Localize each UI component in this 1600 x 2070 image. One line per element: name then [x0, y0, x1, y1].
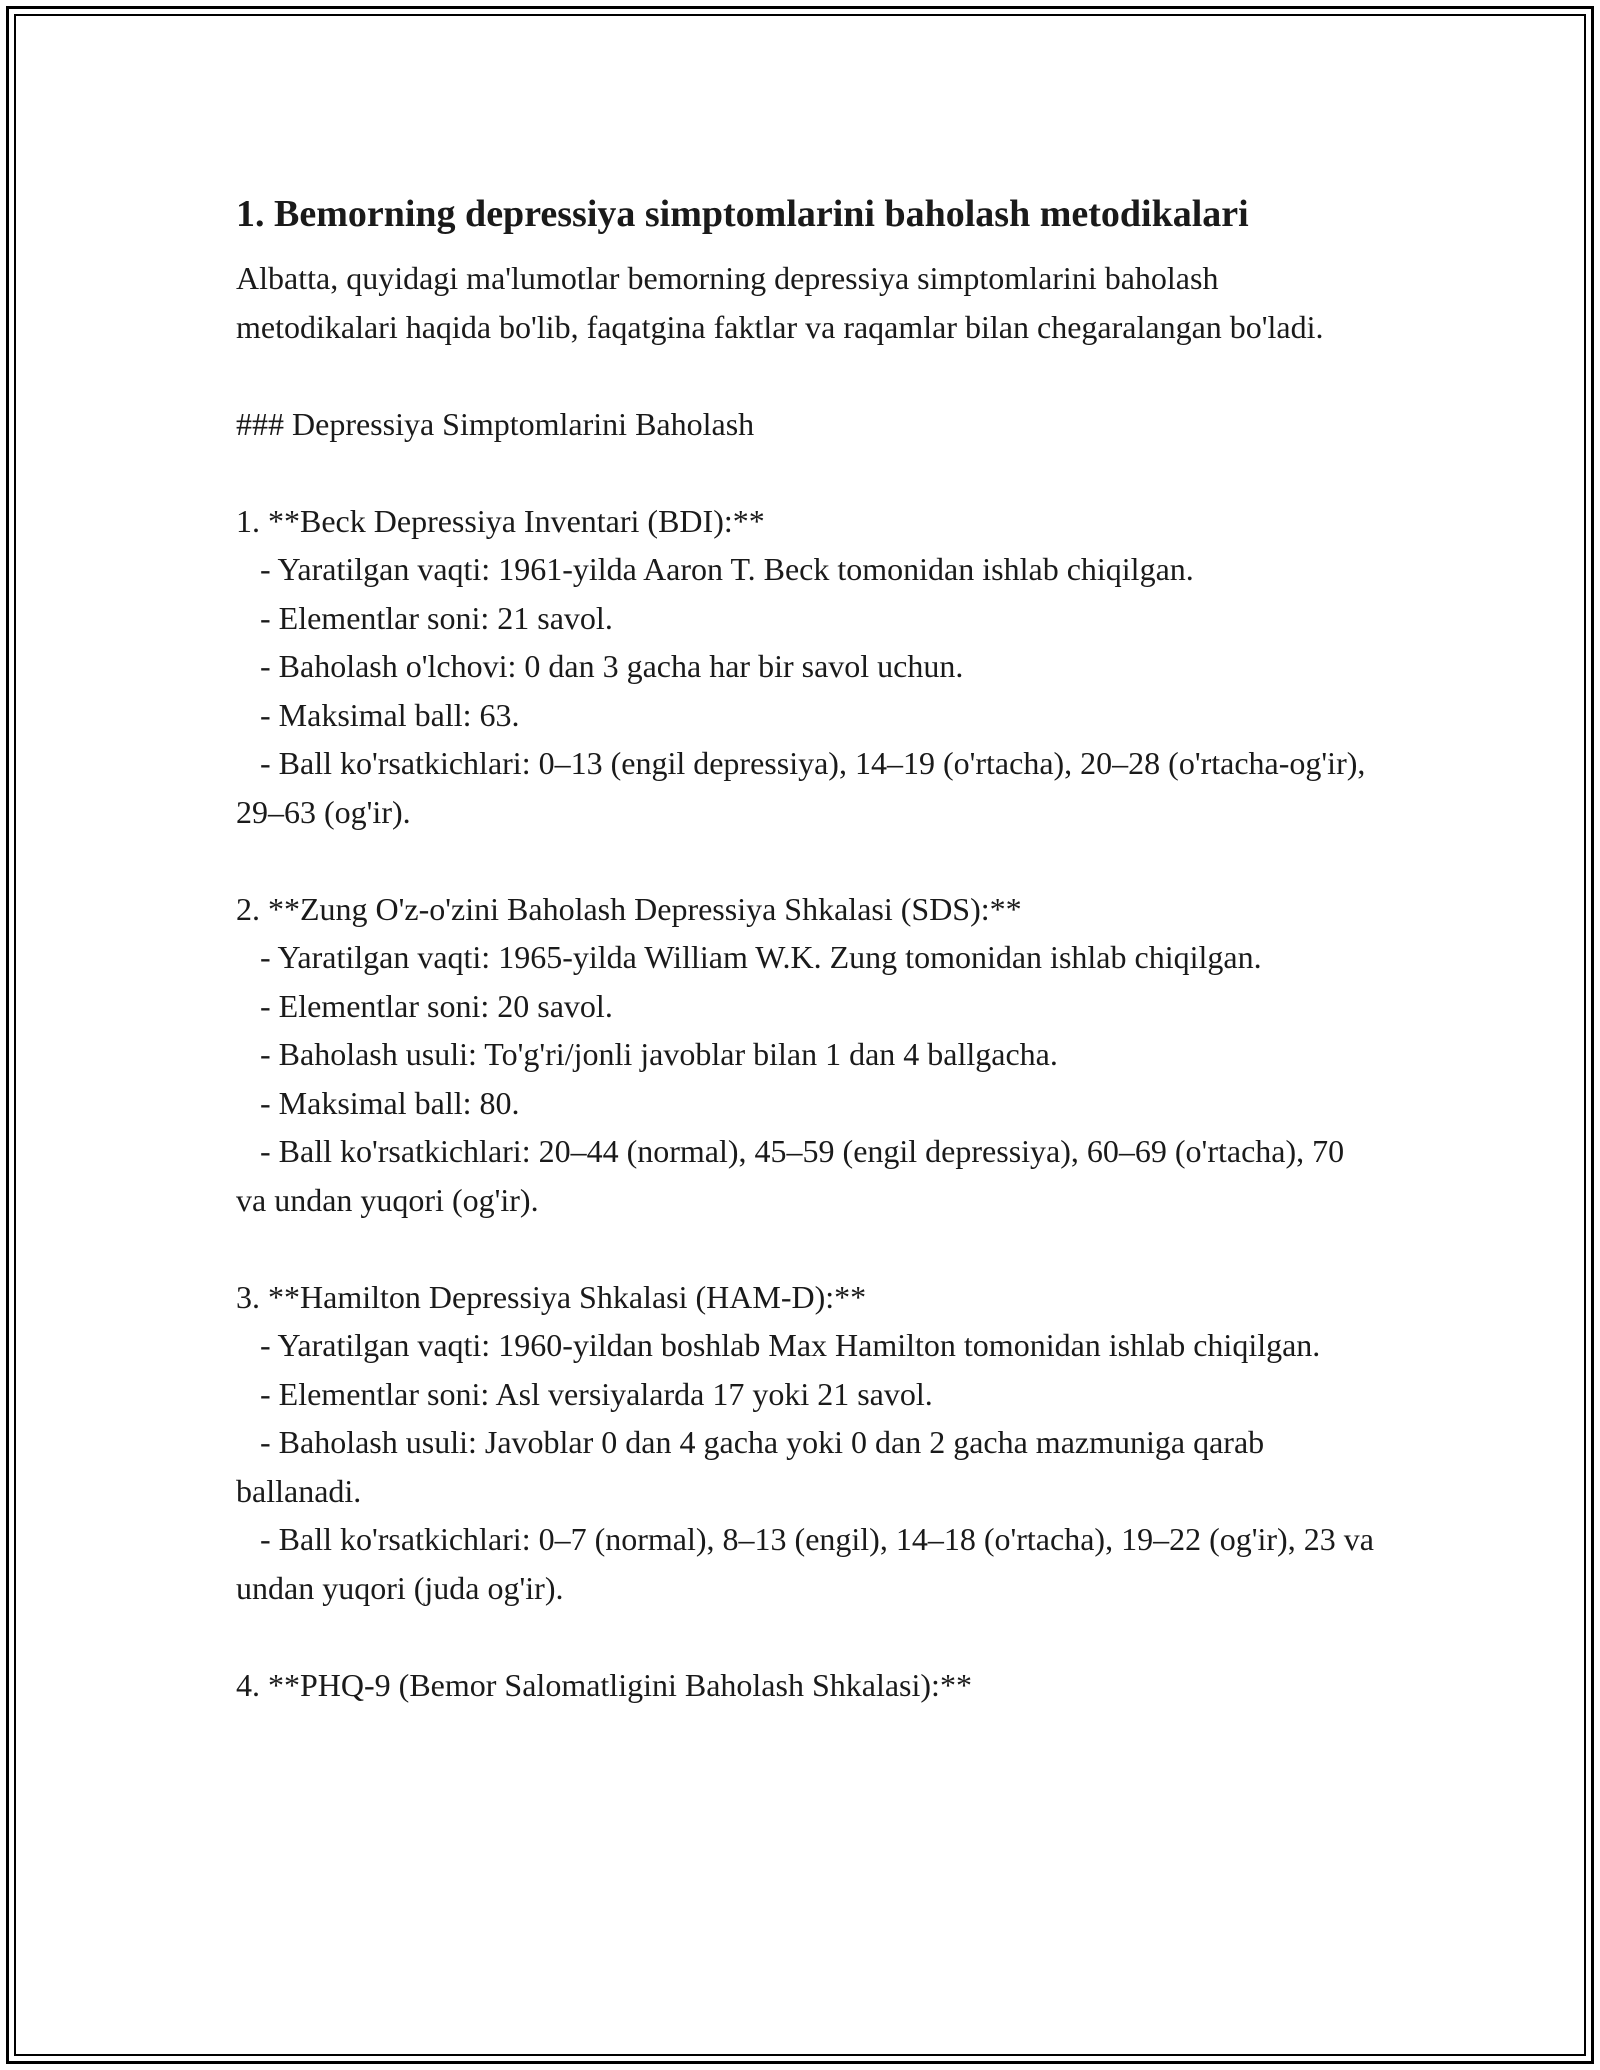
method-heading: 1. **Beck Depressiya Inventari (BDI):**	[236, 502, 765, 539]
method-bullet: - Baholash usuli: Javoblar 0 dan 4 gacha yoki 0 dan 2 gacha mazmuniga qarab ballanadi.	[236, 1424, 1273, 1509]
method-bullet: - Maksimal ball: 80.	[236, 1084, 520, 1121]
blank-line	[236, 448, 1376, 497]
method-bullet: - Yaratilgan vaqti: 1961-yilda Aaron T. Beck tomonidan ishlab chiqilgan.	[236, 551, 1194, 587]
section-heading: ### Depressiya Simptomlarini Baholash	[236, 405, 755, 442]
method-bullet: - Ball ko'rsatkichlari: 0–13 (engil depressiya), 14–19 (o'rtacha), 20–28 (o'rtacha-og'ir), 29–63 (og'ir).	[236, 745, 1374, 830]
method-bullet: - Elementlar soni: Asl versiyalarda 17 yoki 21 savol.	[236, 1375, 933, 1412]
method-bullet: - Baholash o'lchovi: 0 dan 3 gacha har bir savol uchun.	[236, 648, 964, 684]
blank-line	[236, 1612, 1376, 1661]
method-bullet: - Yaratilgan vaqti: 1965-yilda William W.K. Zung tomonidan ishlab chiqilgan.	[236, 939, 1262, 975]
blank-line	[236, 836, 1376, 885]
document-title: 1. Bemorning depressiya simptomlarini baholash metodikalari	[236, 193, 1249, 235]
method-heading: 2. **Zung O'z-o'zini Baholash Depressiya Shkalasi (SDS):**	[236, 890, 1022, 927]
method-bullet: - Yaratilgan vaqti: 1960-yildan boshlab Max Hamilton tomonidan ishlab chiqilgan.	[236, 1327, 1321, 1363]
intro-paragraph: Albatta, quyidagi ma'lumotlar bemorning depressiya simptomlarini baholash metodikalari haqida bo'lib, faqatgina faktlar va raqamlar bilan chegaralangan bo'ladi.	[236, 260, 1324, 345]
method-bullet: - Elementlar soni: 20 savol.	[236, 987, 613, 1024]
document-body	[236, 186, 1382, 1709]
method-bullet: - Elementlar soni: 21 savol.	[236, 599, 613, 636]
method-item-sds	[236, 885, 1376, 1225]
method-bullet: - Maksimal ball: 63.	[236, 696, 520, 733]
method-bullet: - Ball ko'rsatkichlari: 0–7 (normal), 8–13 (engil), 14–18 (o'rtacha), 19–22 (og'ir), 23 va undan yuqori (juda og'ir).	[236, 1521, 1382, 1606]
method-heading: 4. **PHQ-9 (Bemor Salomatligini Baholash Shkalasi):**	[236, 1666, 972, 1703]
method-heading: 3. **Hamilton Depressiya Shkalasi (HAM-D):**	[236, 1278, 867, 1315]
method-bullet: - Baholash usuli: To'g'ri/jonli javoblar bilan 1 dan 4 ballgacha.	[236, 1036, 1058, 1072]
method-bullet: - Ball ko'rsatkichlari: 20–44 (normal), 45–59 (engil depressiya), 60–69 (o'rtacha), 70 va undan yuqori (og'ir).	[236, 1133, 1353, 1218]
method-item-ham-d	[236, 1273, 1382, 1613]
method-item-bdi	[236, 497, 1376, 837]
blank-line	[236, 1224, 1376, 1273]
method-item-phq-9	[236, 1661, 1376, 1710]
blank-line	[236, 351, 1376, 400]
